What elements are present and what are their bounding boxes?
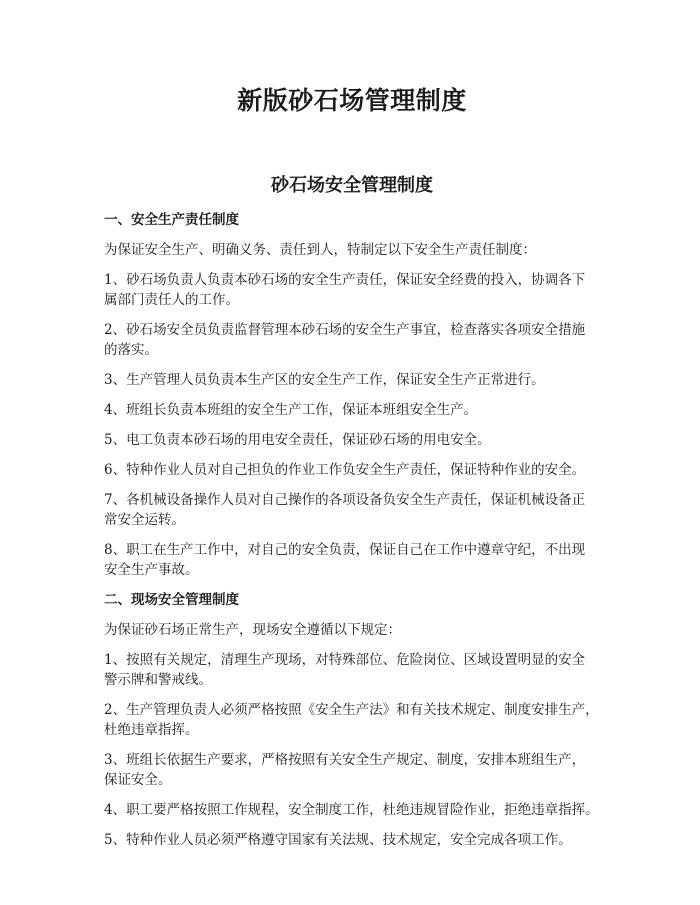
list-item-line: 属部门责任人的工作。 — [104, 292, 239, 308]
list-item-line: 的落实。 — [104, 342, 158, 358]
list-item-line: 1、砂石场负责人负责本砂石场的安全生产责任，保证安全经费的投入，协调各下 — [104, 272, 586, 288]
list-item — [104, 700, 600, 740]
list-item-line: 警示牌和警戒线。 — [104, 672, 212, 688]
list-item — [104, 830, 600, 850]
list-item — [104, 800, 600, 820]
list-item-line: 常安全运转。 — [104, 512, 185, 528]
list-item-line: 杜绝违章指挥。 — [104, 722, 199, 738]
list-item — [104, 490, 600, 530]
list-item-line: 4、班组长负责本班组的安全生产工作，保证本班组安全生产。 — [104, 402, 478, 418]
list-item — [104, 400, 600, 420]
part-heading: 二、现场安全管理制度 — [104, 592, 239, 608]
list-item — [104, 650, 600, 690]
list-item — [104, 750, 600, 790]
list-item-line: 7、各机械设备操作人员对自己操作的各项设备负安全生产责任，保证机械设备正 — [104, 492, 586, 508]
list-item-line: 8、职工在生产工作中，对自己的安全负责，保证自己在工作中遵章守纪，不出现 — [104, 542, 586, 558]
list-item — [104, 320, 600, 360]
list-item — [104, 370, 600, 390]
part-intro: 为保证砂石场正常生产，现场安全遵循以下规定： — [104, 622, 401, 638]
list-item-line: 5、特种作业人员必须严格遵守国家有关法规、技术规定，安全完成各项工作。 — [104, 832, 572, 848]
list-item-line: 3、班组长依据生产要求，严格按照有关安全生产规定、制度，安排本班组生产， — [104, 752, 586, 768]
part-heading: 一、安全生产责任制度 — [104, 212, 239, 228]
part-intro: 为保证安全生产、明确义务、责任到人，特制定以下安全生产责任制度： — [104, 242, 536, 258]
list-item — [104, 270, 600, 310]
list-item-line: 保证安全。 — [104, 772, 172, 788]
list-item-line: 1、按照有关规定，清理生产现场，对特殊部位、危险岗位、区域设置明显的安全 — [104, 652, 586, 668]
list-item-line: 6、特种作业人员对自己担负的作业工作负安全生产责任，保证特种作业的安全。 — [104, 462, 586, 478]
list-item — [104, 430, 600, 450]
list-item-line: 2、生产管理负责人必须严格按照《安全生产法》和有关技术规定、制度安排生产， — [104, 702, 599, 718]
list-item-line: 安全生产事故。 — [104, 562, 199, 578]
document-title: 新版砂石场管理制度 — [237, 86, 467, 115]
list-item-line: 2、砂石场安全员负责监督管理本砂石场的安全生产事宜，检查落实各项安全措施 — [104, 322, 586, 338]
list-item — [104, 460, 600, 480]
list-item-line: 5、电工负责本砂石场的用电安全责任，保证砂石场的用电安全。 — [104, 432, 491, 448]
list-item-line: 3、生产管理人员负责本生产区的安全生产工作，保证安全生产正常进行。 — [104, 372, 545, 388]
list-item — [104, 540, 600, 580]
list-item-line: 4、职工要严格按照工作规程，安全制度工作，杜绝违规冒险作业，拒绝违章指挥。 — [104, 802, 599, 818]
section-title: 砂石场安全管理制度 — [271, 175, 433, 196]
